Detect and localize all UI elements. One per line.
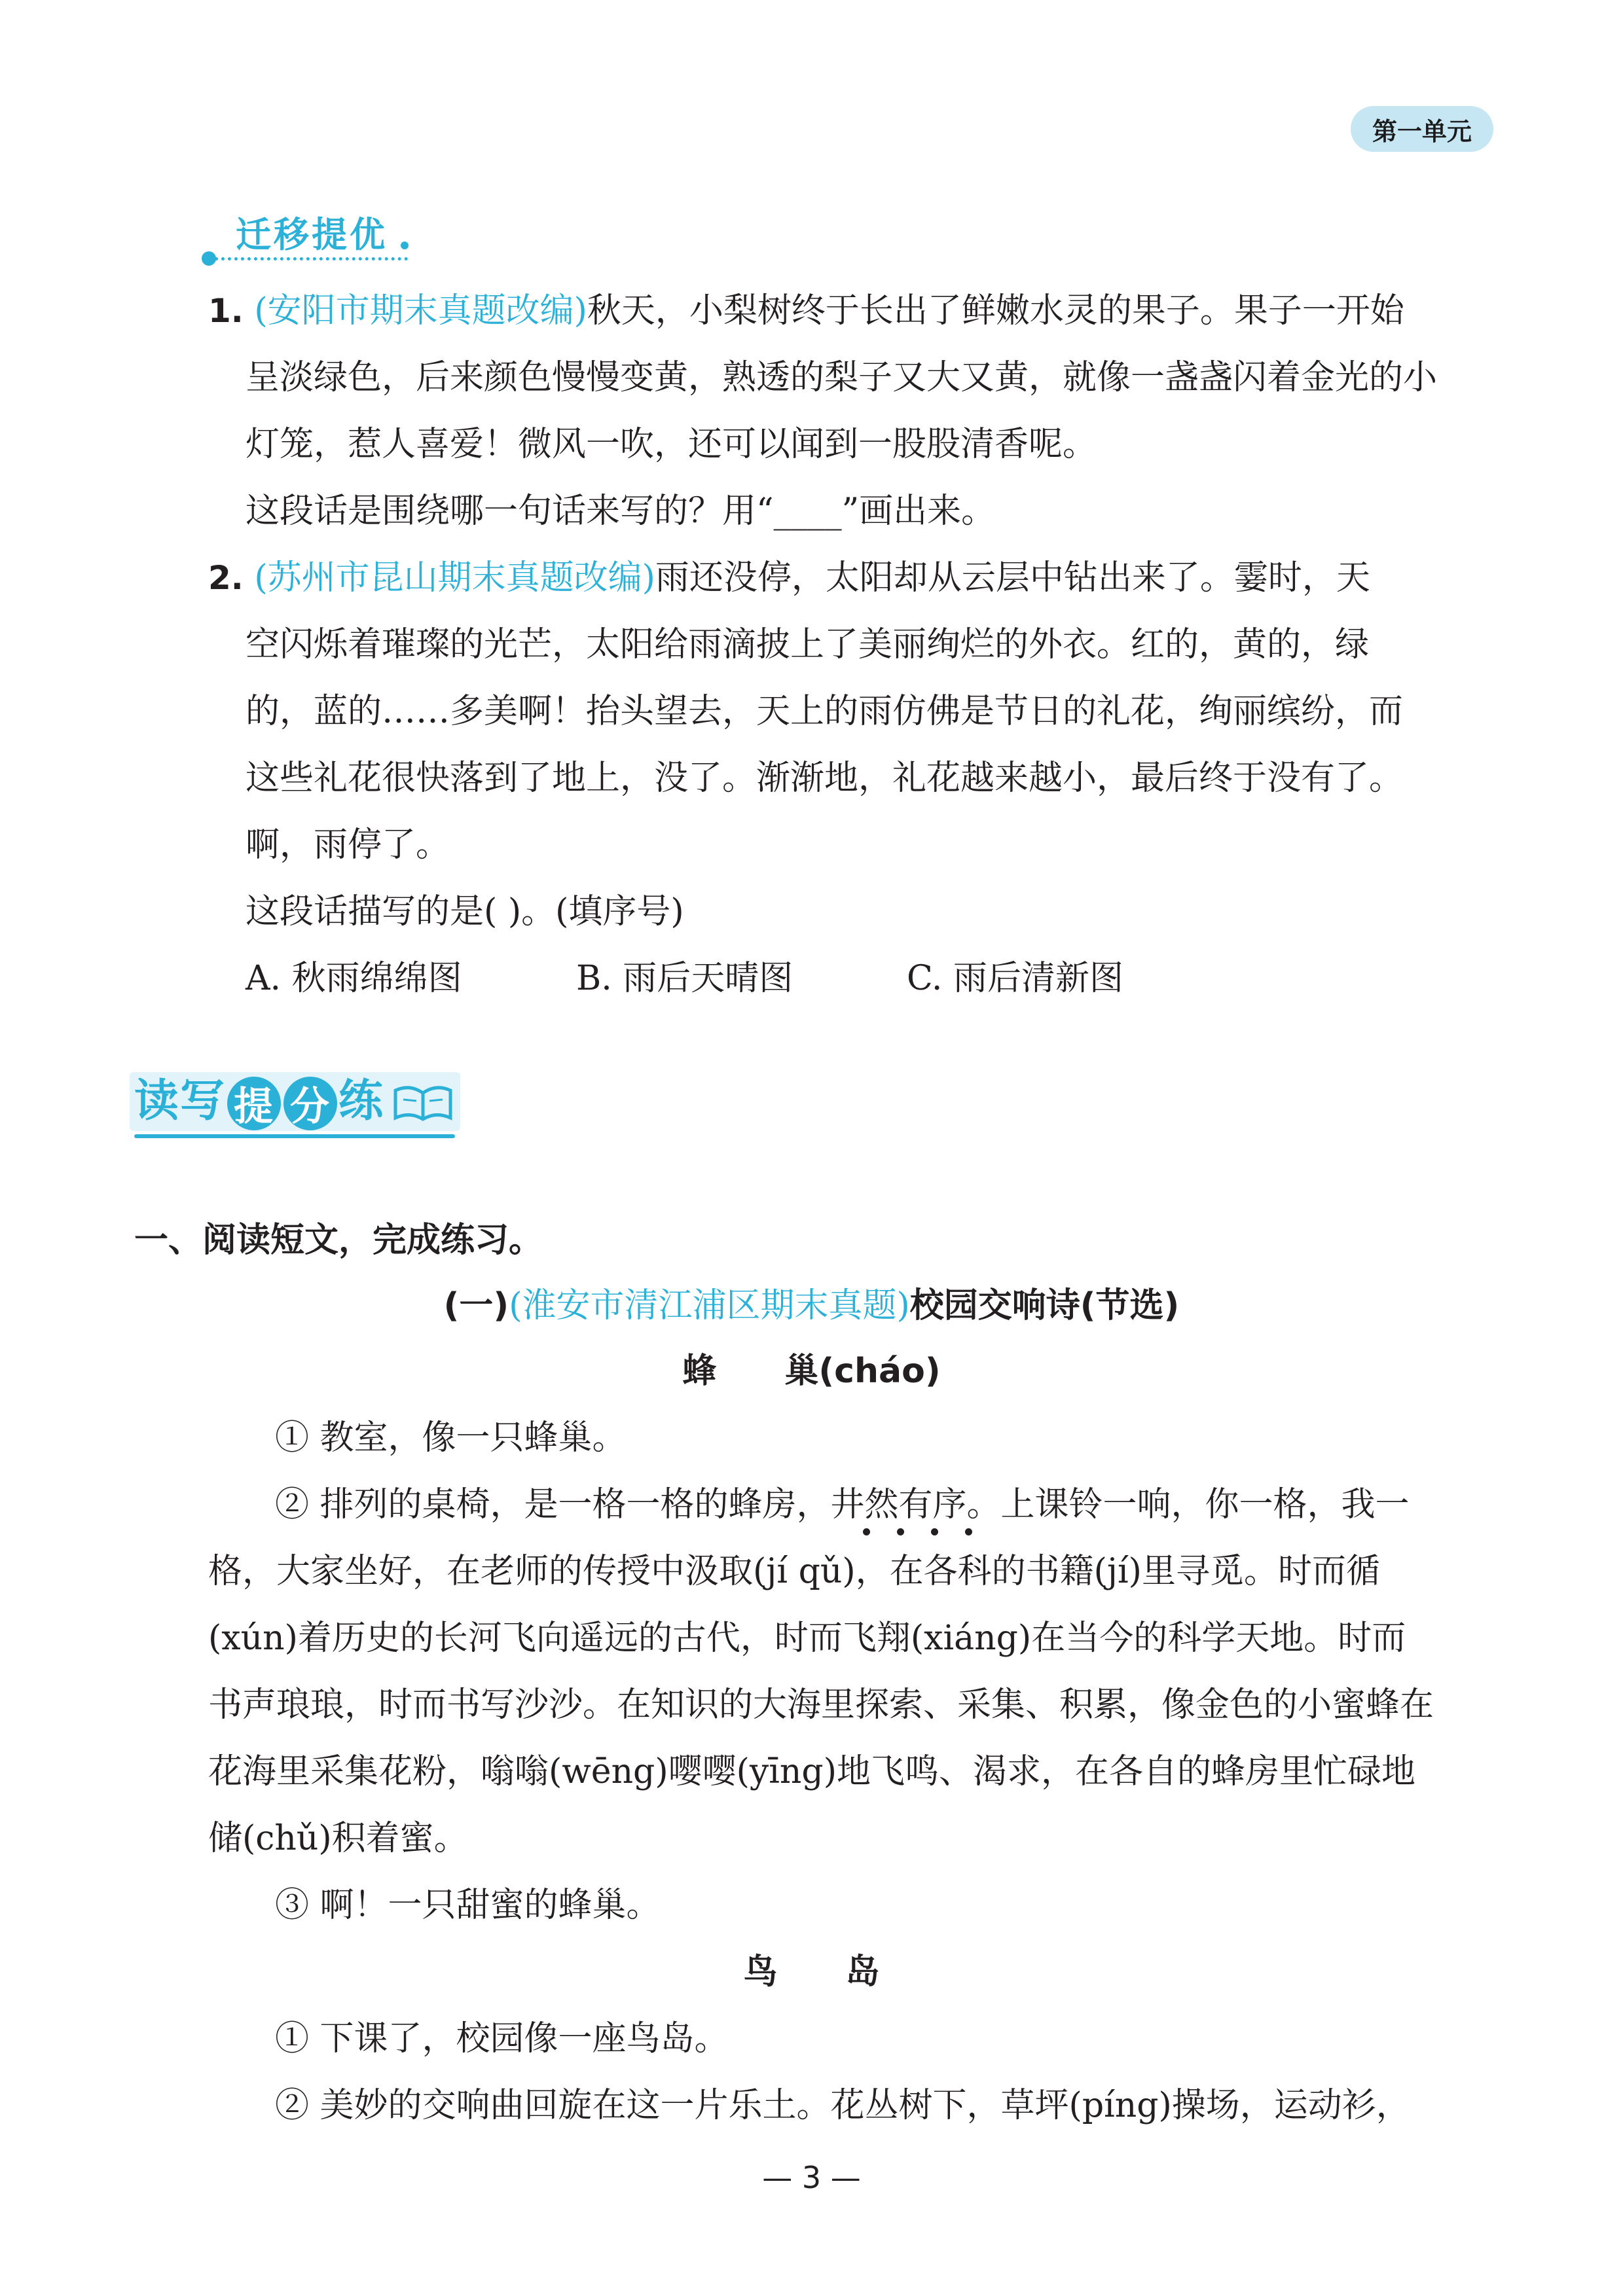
poem1-stanza2-line2: 格，大家坐好，在老师的传授中汲取(jí qǔ)，在各科的书籍(jí)里寻觅。时而循 [208,1552,1380,1591]
q2-line2: 空闪烁着璀璨的光芒，太阳给雨滴披上了美丽绚烂的外衣。红的，黄的，绿 [246,625,1370,664]
title-dot-right [401,242,409,249]
q1-question: 这段话是围绕哪一句话来写的？用“____”画出来。 [246,492,996,531]
banner-char: 读 [134,1075,181,1127]
poem2-stanza1: ① 下课了，校园像一座鸟岛。 [275,2019,729,2058]
q1-line2: 呈淡绿色，后来颜色慢慢变黄，熟透的梨子又大又黄，就像一盏盏闪着金光的小 [246,358,1438,397]
passage-number: (一) [443,1286,509,1325]
q2-option-b: B. 雨后天晴图 [576,959,793,998]
poem1-title: 蜂 巢(cháo) [682,1352,941,1391]
q2-text-1: 雨还没停，太阳却从云层中钻出来了。霎时，天 [655,558,1370,598]
q1-line1 [208,291,1404,331]
unit-badge: 第一单元 [1351,106,1493,152]
poem1-stanza2-line4: 书声琅琅，时而书写沙沙。在知识的大海里探索、采集、积累，像金色的小蜜蜂在 [208,1685,1434,1725]
passage-source: (淮安市清江浦区期末真题) [509,1286,910,1325]
poem1-stanza3: ③ 啊！一只甜蜜的蜂巢。 [275,1886,661,1925]
emphasis-dot [931,1528,938,1535]
poem2-stanza2-line1: ② 美妙的交响曲回旋在这一片乐土。花丛树下，草坪(píng)操场，运动衫， [275,2086,1410,2125]
q2-line3: 的，蓝的……多美啊！抬头望去，天上的雨仿佛是节日的礼花，绚丽缤纷，而 [246,692,1404,731]
q2-option-a: A. 秋雨绵绵图 [246,959,462,998]
open-book-icon [392,1081,454,1124]
page-number: — 3 — [762,2160,861,2195]
poem1-stanza2-line1: ② 排列的桌椅，是一格一格的蜂房，井然有序。上课铃一响，你一格，我一 [275,1485,1410,1524]
title-dotted-line [208,257,408,260]
banner-char: 练 [338,1075,385,1127]
passage-heading [0,1286,1623,1325]
banner-char-circled: 分 [283,1077,337,1130]
q2-number: 2. [208,559,244,597]
q2-option-c: C. 雨后清新图 [907,959,1123,998]
q1-line3: 灯笼，惹人喜爱！微风一吹，还可以闻到一股股清香呢。 [246,425,1097,464]
poem1-stanza1: ① 教室，像一只蜂巢。 [275,1418,627,1458]
section-title-transfer: 迁移提优 [236,214,388,255]
emphasis-dot [897,1528,904,1535]
poem1-stanza2-line3: (xún)着历史的长河飞向遥远的古代，时而飞翔(xiáng)在当今的科学天地。时而 [208,1619,1406,1658]
section-banner-underline [134,1134,455,1138]
passage-title: 校园交响诗(节选) [909,1286,1180,1325]
q1-number: 1. [208,292,244,330]
q1-source: (安阳市期末真题改编) [254,291,587,331]
poem1-stanza2-line6: 储(chǔ)积着蜜。 [208,1819,468,1858]
q2-source: (苏州市昆山期末真题改编) [254,558,655,598]
q2-question: 这段话描写的是( )。(填序号) [246,892,684,931]
part1-heading: 一、阅读短文，完成练习。 [134,1221,543,1260]
q1-text-1: 秋天，小梨树终于长出了鲜嫩水灵的果子。果子一开始 [587,291,1404,331]
q2-line4: 这些礼花很快落到了地上，没了。渐渐地，礼花越来越小，最后终于没有了。 [246,759,1404,798]
emphasis-dot [863,1528,870,1535]
q2-line5: 啊，雨停了。 [246,825,450,865]
poem2-title: 鸟 岛 [743,1952,880,1992]
banner-char-circled: 提 [227,1077,281,1130]
emphasis-dot [965,1528,972,1535]
poem1-stanza2-line5: 花海里采集花粉，嗡嗡(wēng)嘤嘤(yīng)地飞鸣、渴求，在各自的蜂房里忙碌地 [208,1752,1415,1791]
banner-char: 写 [180,1075,227,1127]
q2-line1 [208,558,1370,598]
section-title-reading [134,1066,384,1130]
